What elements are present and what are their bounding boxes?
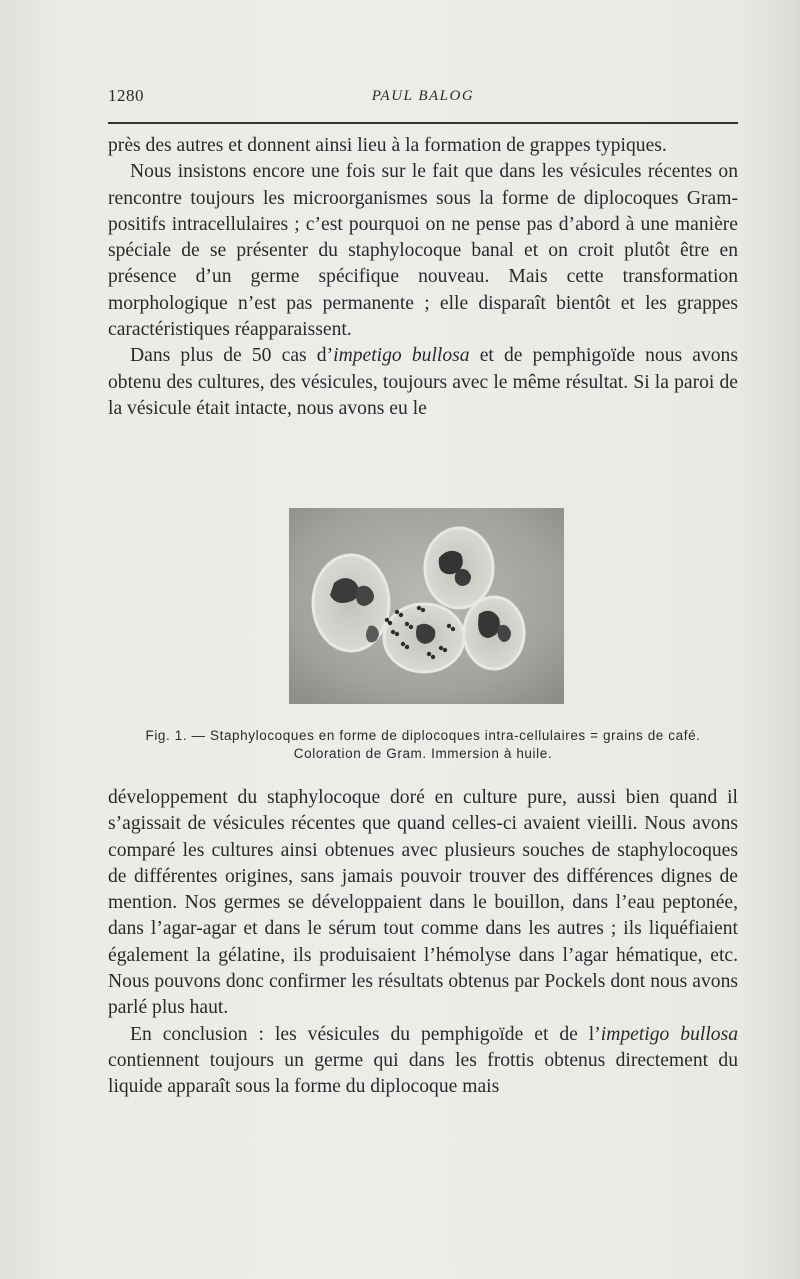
text-segment: Nous insistons encore une fois sur le fait que dans les vésicules récentes on rencontre toujours les microorganismes sous la forme de diplocoques Gram-positifs intracellulaires ; c’est pourquoi on ne pense pas d’abord à une manière spéciale de se présenter du staphylocoque banal et on croit plutôt être en présence d’un germe spécifique nouveau. Mais cette transformation morphologique n’est pas permanente ; elle disparaît bientôt et les grappes caractéristiques réapparaissent.: [108, 161, 738, 341]
text-segment: En conclusion : les vésicules du pemphigoïde et de l’: [130, 1023, 601, 1045]
paragraph-continued: [108, 785, 738, 1022]
header-rule: [108, 122, 738, 124]
text-segment: près des autres et donnent ainsi lieu à la formation de grappes typiques.: [108, 135, 667, 156]
caption-line-1: Fig. 1. — Staphylocoques en forme de diplocoques intra-cellulaires = grains de café.: [145, 728, 701, 743]
text-segment: Dans plus de 50 cas d’: [130, 345, 334, 367]
italic-term: impetigo bullosa: [600, 1023, 738, 1045]
paragraph: [108, 159, 738, 343]
text-segment: contiennent toujours un germe qui dans les frottis obtenus directement du liquide apparaît sous la forme du diplocoque mais: [108, 1049, 738, 1098]
text-segment: et de pemphigoïde nous avons obtenu des cultures, des vésicules, toujours avec le même résultat. Si la paroi de la vésicule était intacte, nous avons eu le: [108, 345, 738, 419]
paragraph: [108, 343, 738, 422]
page-header: [108, 86, 738, 112]
page-number: 1280: [108, 86, 144, 105]
paragraph: [108, 1022, 738, 1101]
running-head: PAUL BALOG: [371, 88, 475, 104]
body-text-bottom: [108, 785, 738, 1101]
micrograph-image: [289, 508, 564, 704]
figure-caption: [108, 727, 738, 763]
italic-term: impetigo bullosa: [333, 345, 470, 367]
body-text-top: [108, 133, 738, 422]
paragraph-continued: [108, 133, 738, 159]
caption-line-2: Coloration de Gram. Immersion à huile.: [293, 746, 553, 761]
micrograph-figure: [289, 508, 564, 704]
text-segment: développement du staphylocoque doré en culture pure, aussi bien quand il s’agissait de vésicules récentes que quand celles-ci avaient vieilli. Nous avons comparé les cultures ainsi obtenues avec plusieurs souches de staphylocoques de différentes origines, sans jamais pouvoir trouver des différences dignes de mention. Nos germes se développaient dans le bouillon, dans l’eau peptonée, dans l’agar-agar et dans le sérum tout comme dans les autres ; ils liquéfiaient également la gélatine, ils produisaient l’hémolyse dans l’agar hématique, etc. Nous pouvons donc confirmer les résultats obtenus par Pockels dont nous avons parlé plus haut.: [108, 787, 738, 1019]
